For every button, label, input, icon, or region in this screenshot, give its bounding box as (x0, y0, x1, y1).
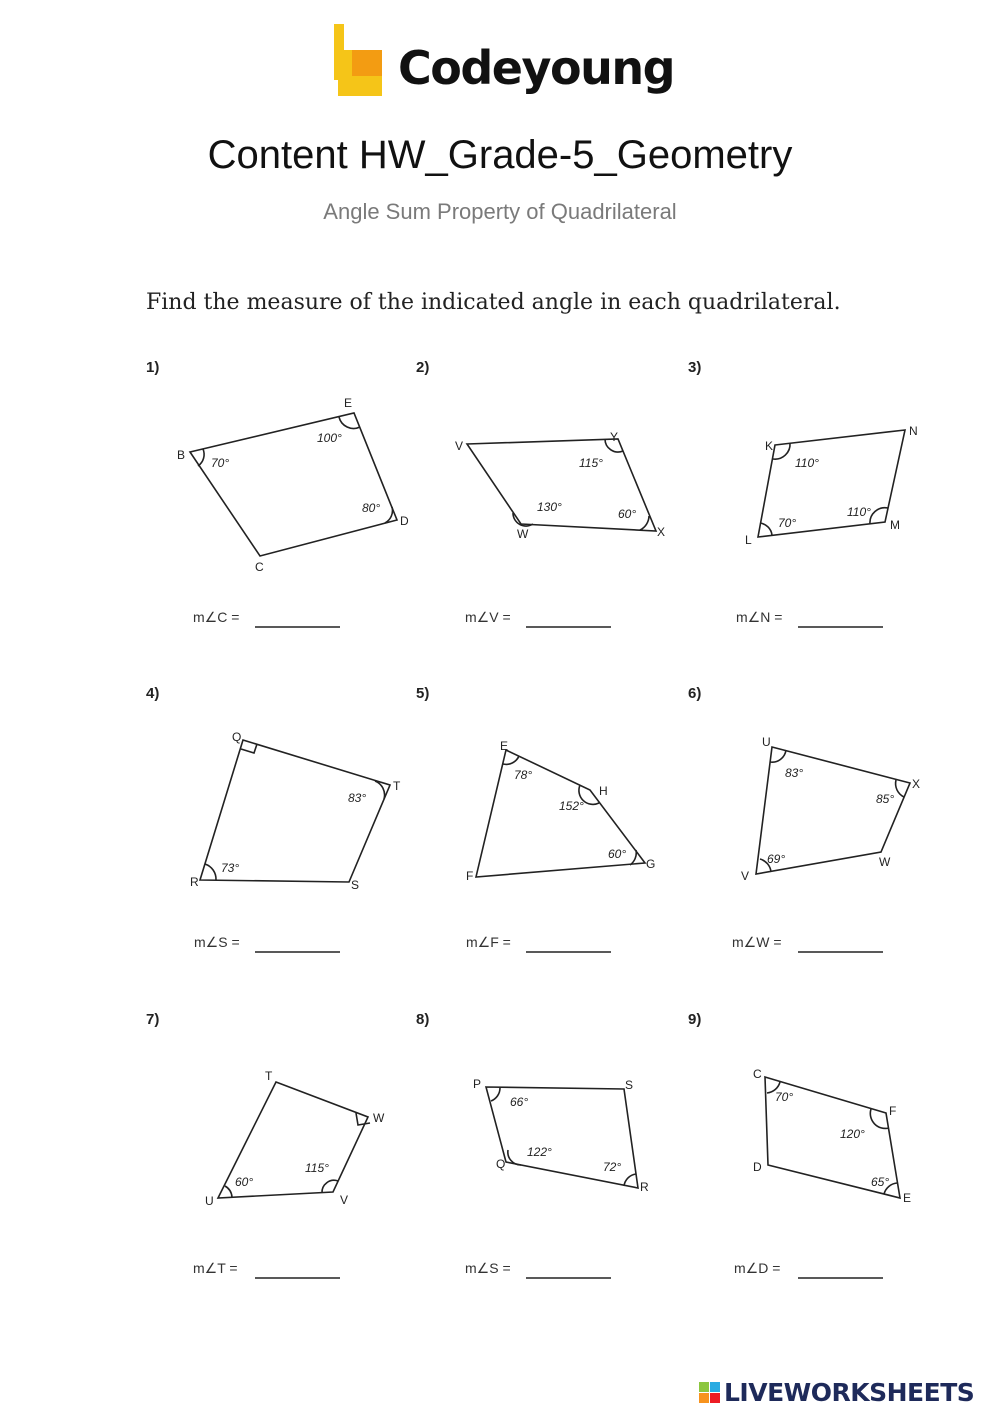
liveworksheets-text: LIVEWORKSHEETS (724, 1378, 975, 1407)
vertex-label: E (903, 1191, 912, 1205)
vertex-label: R (190, 875, 199, 889)
problem-number: 3) (688, 359, 702, 376)
angle-label: 110° (795, 456, 819, 470)
answer-prompt: m∠F = (466, 934, 511, 950)
angle-label: 60° (618, 507, 637, 521)
angle-label: 70° (778, 516, 797, 530)
vertex-label: V (340, 1193, 349, 1207)
angle-label: 83° (785, 766, 804, 780)
vertex-label: P (473, 1077, 482, 1091)
vertex-label: S (625, 1078, 634, 1092)
answer-prompt: m∠C = (193, 609, 240, 625)
vertex-label: Y (610, 430, 619, 444)
vertex-label: R (640, 1180, 649, 1194)
angle-label: 120° (840, 1127, 865, 1141)
vertex-label: W (879, 855, 891, 869)
vertex-label: D (400, 514, 409, 528)
angle-label: 100° (317, 431, 342, 445)
vertex-label: H (599, 784, 608, 798)
angle-label: 122° (527, 1145, 552, 1159)
vertex-label: S (351, 878, 360, 892)
vertex-label: Q (496, 1157, 506, 1171)
vertex-label: W (373, 1111, 385, 1125)
answer-prompt: m∠T = (193, 1260, 238, 1276)
problem-number: 8) (416, 1011, 430, 1028)
vertex-label: U (205, 1194, 214, 1208)
page-title: Content HW_Grade-5_Geometry (207, 133, 793, 177)
angle-label: 60° (235, 1175, 254, 1189)
vertex-label: D (753, 1160, 762, 1174)
instruction-text: Find the measure of the indicated angle in each quadrilateral. (146, 290, 841, 315)
vertex-label: T (265, 1069, 273, 1083)
liveworksheets-icon (698, 1378, 722, 1408)
angle-label: 78° (514, 768, 533, 782)
vertex-label: W (517, 527, 529, 541)
vertex-label: C (255, 560, 264, 574)
angle-label: 80° (362, 501, 381, 515)
angle-label: 85° (876, 792, 895, 806)
angle-label: 115° (305, 1161, 329, 1175)
angle-label: 70° (775, 1090, 794, 1104)
vertex-label: M (890, 518, 900, 532)
vertex-label: K (765, 439, 774, 453)
vertex-label: U (762, 735, 771, 749)
vertex-label: G (646, 857, 656, 871)
quadrilateral-1 (190, 413, 397, 556)
vertex-label: Q (232, 730, 242, 744)
codeyoung-logo-text: Codeyoung (398, 41, 674, 95)
vertex-label: E (500, 739, 509, 753)
vertex-label: E (344, 396, 353, 410)
liveworksheets-logo (698, 1378, 994, 1408)
vertex-label: X (657, 525, 666, 539)
vertex-label: V (741, 869, 750, 883)
vertex-label: F (466, 869, 474, 883)
vertex-label: L (745, 533, 752, 547)
vertex-label: C (753, 1067, 762, 1081)
angle-label: 65° (871, 1175, 890, 1189)
angle-label: 115° (579, 456, 603, 470)
problem-number: 2) (416, 359, 430, 376)
angle-label: 70° (211, 456, 230, 470)
answer-prompt: m∠W = (732, 934, 782, 950)
problem-number: 5) (416, 685, 430, 702)
vertex-label: T (393, 779, 401, 793)
vertex-label: X (912, 777, 921, 791)
problem-number: 7) (146, 1011, 160, 1028)
page-subtitle: Angle Sum Property of Quadrilateral (323, 199, 677, 224)
vertex-label: B (177, 448, 186, 462)
problem-number: 6) (688, 685, 702, 702)
angle-label: 130° (537, 500, 562, 514)
answer-prompt: m∠N = (736, 609, 783, 625)
vertex-label: V (455, 439, 464, 453)
angle-label: 83° (348, 791, 367, 805)
angle-label: 60° (608, 847, 627, 861)
answer-prompt: m∠V = (465, 609, 511, 625)
problem-number: 4) (146, 685, 160, 702)
problem-number: 1) (146, 359, 160, 376)
angle-label: 69° (767, 852, 786, 866)
angle-label: 72° (603, 1160, 622, 1174)
problem-number: 9) (688, 1011, 702, 1028)
vertex-label: N (909, 424, 918, 438)
answer-prompt: m∠S = (194, 934, 240, 950)
angle-label: 152° (559, 799, 584, 813)
answer-prompt: m∠S = (465, 1260, 511, 1276)
angle-label: 66° (510, 1095, 529, 1109)
angle-label: 110° (847, 505, 871, 519)
answer-prompt: m∠D = (734, 1260, 781, 1276)
vertex-label: F (889, 1104, 897, 1118)
angle-label: 73° (221, 861, 240, 875)
